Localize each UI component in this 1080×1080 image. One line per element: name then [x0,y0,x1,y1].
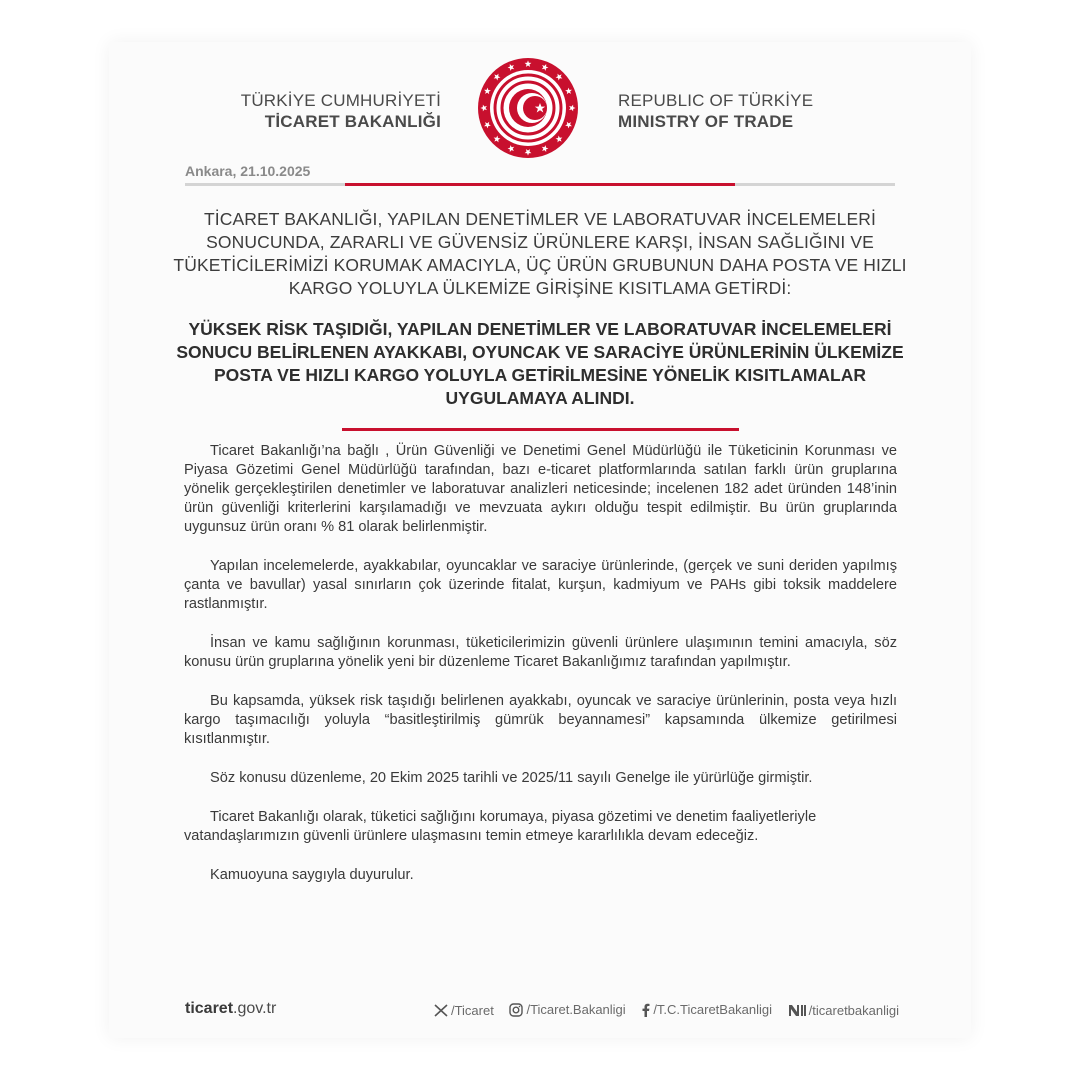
header-left-line2: TİCARET BAKANLIĞI [264,112,441,131]
paragraph: Bu kapsamda, yüksek risk taşıdığı belirlenen ayakkabı, oyuncak ve saraciye ürünlerinin, posta veya hızlı kargo taşımacılığı yoluyla “basitleştirilmiş gümrük beyannamesi” kapsamında ülkemize getirilmesi kısıtlanmıştır. [184,693,897,747]
x-icon [434,1004,448,1017]
body-text [184,442,897,905]
nsosyal-icon [788,1004,806,1017]
paragraph: Ticaret Bakanlığı olarak, tüketici sağlığını korumaya, piyasa gözetimi ve denetim faaliyetleriyle vatandaşlarımızın güvenli ürünlere ulaşmasını temin etmeye kararlılıkla devam edeceğiz. [184,809,817,844]
social-label: /T.C.TicaretBakanligi [653,1002,773,1017]
paragraph: Söz konusu düzenleme, 20 Ekim 2025 tarihli ve 2025/11 sayılı Genelge ile yürürlüğe girmiştir. [210,770,813,786]
social-label: /Ticaret.Bakanligi [526,1002,626,1017]
paragraph: İnsan ve kamu sağlığının korunması, tüketicilerimizin güvenli ürünlere ulaşımının temini amacıyla, söz konusu ürün gruplarına yönelik yeni bir düzenleme Ticaret Bakanlığımız tarafından yapılmıştır. [184,635,897,670]
header-right [618,90,813,132]
middle-divider [342,428,739,431]
header-left [241,90,441,132]
header-right-line1: REPUBLIC OF TÜRKİYE [618,91,814,110]
facebook-icon [641,1003,650,1017]
social-link-instagram[interactable] [509,1002,625,1017]
header-left-line1: TÜRKİYE CUMHURİYETİ [240,91,441,110]
paragraph: Yapılan incelemelerde, ayakkabılar, oyuncaklar ve saraciye ürünlerinde, (gerçek ve suni deriden yapılmış çanta ve bavullar) yasal sınırların çok üzerinde fitalat, kurşun, kadmiyum ve PAHs gibi toksik maddelere rastlanmıştır. [184,558,897,612]
footer [185,1000,899,1022]
press-release-card [109,42,971,1038]
header-right-line2: MINISTRY OF TRADE [618,112,794,131]
social-link-x[interactable] [434,1003,494,1018]
social-link-nsosyal[interactable] [788,1003,899,1018]
ministry-emblem-icon [476,56,580,160]
top-divider-accent [345,183,735,186]
subheadline: YÜKSEK RİSK TAŞIDIĞI, YAPILAN DENETİMLER VE LABORATUVAR İNCELEMELERİ SONUCU BELİRLENEN AYAKKABI, OYUNCAK VE SARACİYE ÜRÜNLERİNİN ÜLKEMİZE POSTA VE HIZLI KARGO YOLUYLA GETİRİLMESİNE YÖNELİK KISITLAMALAR UYGULAMAYA ALINDI. [176,319,904,408]
paragraph: Kamuoyuna saygıyla duyurulur. [210,867,414,883]
social-label: /ticaretbakanligi [808,1002,899,1018]
website-domain-bold: ticaret [185,1000,234,1017]
social-links [422,1002,899,1020]
instagram-icon [509,1003,523,1017]
website-link[interactable] [185,1000,276,1018]
paragraph: Ticaret Bakanlığı’na bağlı , Ürün Güvenliği ve Denetimi Genel Müdürlüğü ile Tüketicinin Korunması ve Piyasa Gözetimi Genel Müdürlüğü tarafından, bazı e-ticaret platformlarında satılan farklı ürün gruplarına yönelik gerçekleştirilen denetimler ve laboratuvar analizleri neticesinde; incelenen 182 adet üründen 148’inin ürün güvenliği kriterlerini karşılamadığı ve mevzuata aykırı olduğu tespit edilmiştir. Bu ürün gruplarında uygunsuz ürün oranı % 81 olarak belirlenmiştir. [184,443,897,535]
social-link-facebook[interactable] [641,1002,772,1017]
date-line: Ankara, 21.10.2025 [185,163,311,179]
headline: TİCARET BAKANLIĞI, YAPILAN DENETİMLER VE LABORATUVAR İNCELEMELERİ SONUCUNDA, ZARARLI VE GÜVENSİZ ÜRÜNLERE KARŞI, İNSAN SAĞLIĞINI VE TÜKETİCİLERİMİZİ KORUMAK AMACIYLA, ÜÇ ÜRÜN GRUBUNUN DAHA POSTA VE HIZLI KARGO YOLUYLA ÜLKEMİZE GİRİŞİNE KISITLAMA GETİRDİ: [173,209,907,298]
social-label: /Ticaret [450,1002,494,1018]
website-domain-suffix: .gov.tr [233,1000,277,1017]
